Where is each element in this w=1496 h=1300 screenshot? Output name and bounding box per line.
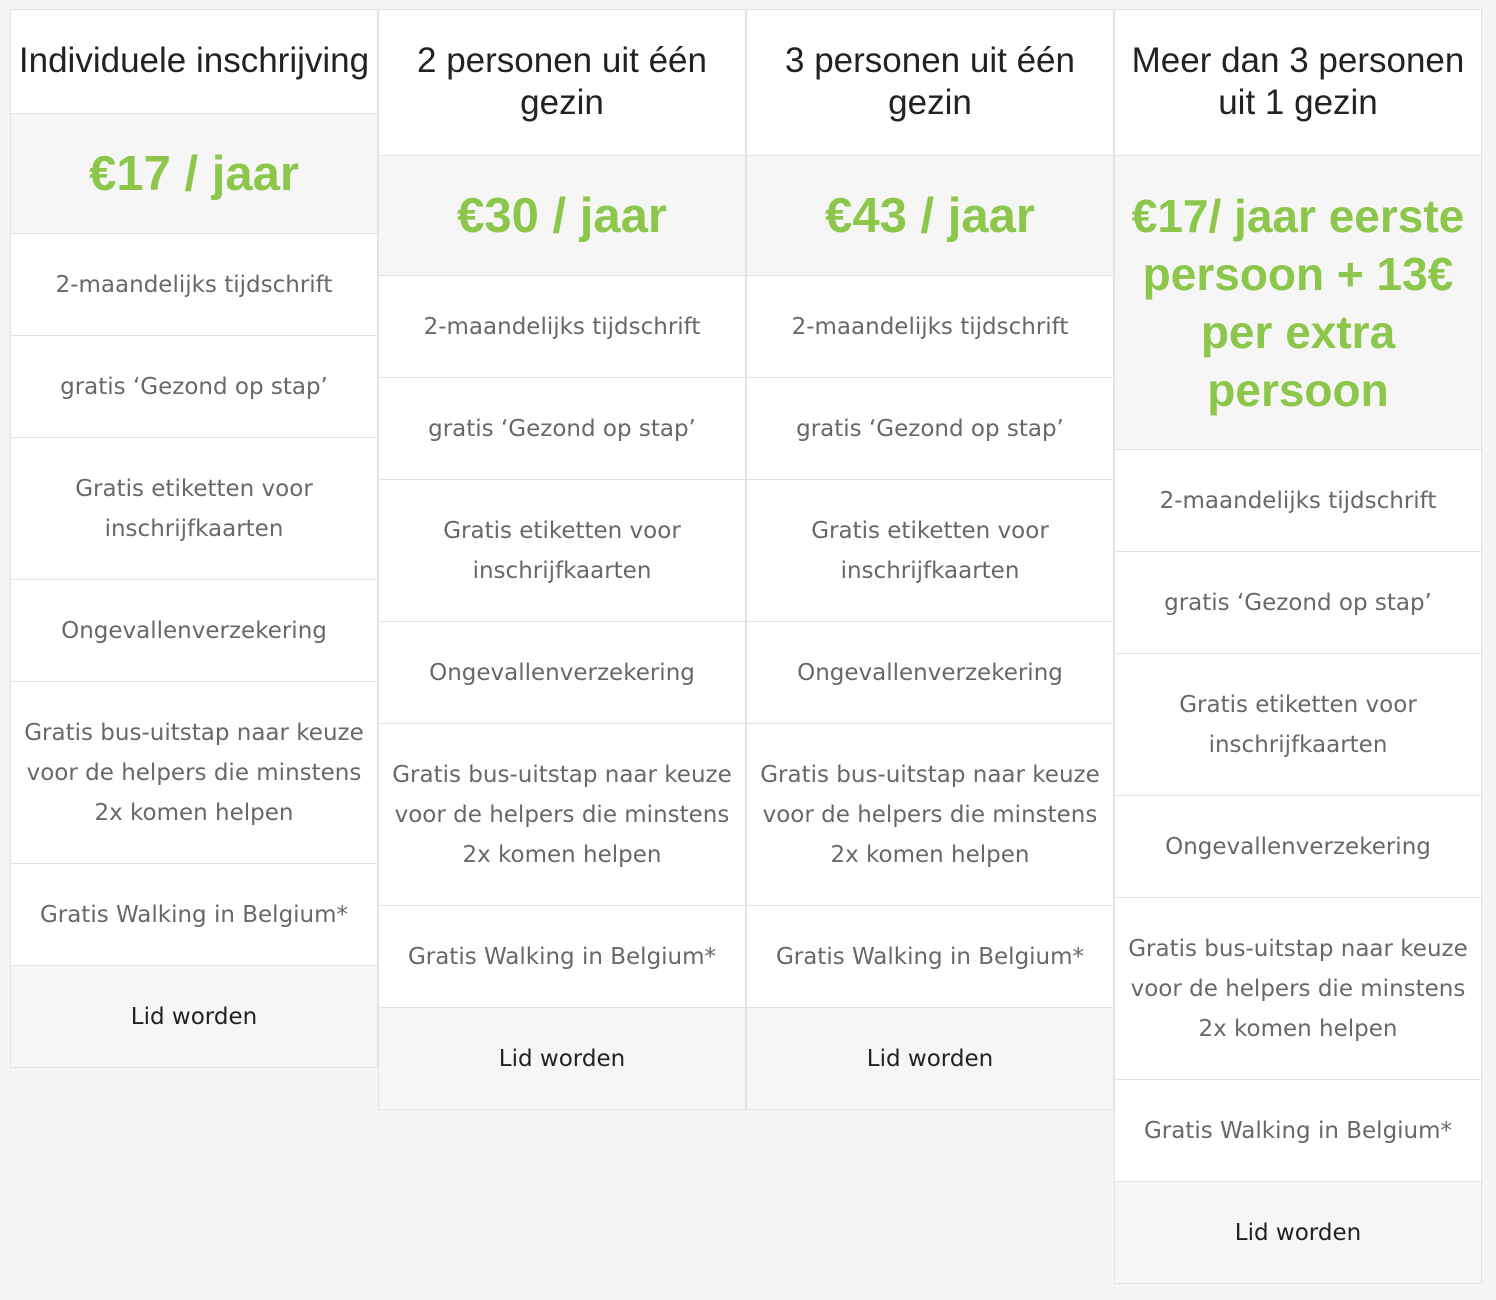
feature-gezond-op-stap: gratis ‘Gezond op stap’	[747, 378, 1113, 480]
pricing-column-two-persons	[378, 9, 746, 1110]
feature-gezond-op-stap: gratis ‘Gezond op stap’	[11, 336, 377, 438]
pricing-column-more-than-three	[1114, 9, 1482, 1284]
plan-title: 3 personen uit één gezin	[747, 10, 1113, 156]
feature-walking-in-belgium: Gratis Walking in Belgium*	[747, 906, 1113, 1008]
feature-labels: Gratis etiketten voor inschrijfkaarten	[747, 480, 1113, 622]
feature-magazine: 2-maandelijks tijdschrift	[11, 234, 377, 336]
plan-title: Individuele inschrijving	[11, 10, 377, 114]
feature-magazine: 2-maandelijks tijdschrift	[1115, 450, 1481, 552]
feature-bus-trip: Gratis bus-uitstap naar keuze voor de helpers die minstens 2x komen helpen	[747, 724, 1113, 906]
feature-labels: Gratis etiketten voor inschrijfkaarten	[379, 480, 745, 622]
feature-gezond-op-stap: gratis ‘Gezond op stap’	[379, 378, 745, 480]
feature-insurance: Ongevallenverzekering	[11, 580, 377, 682]
plan-price: €17/ jaar eerste persoon + 13€ per extra persoon	[1115, 156, 1481, 450]
feature-walking-in-belgium: Gratis Walking in Belgium*	[11, 864, 377, 966]
feature-magazine: 2-maandelijks tijdschrift	[379, 276, 745, 378]
pricing-column-individual	[10, 9, 378, 1068]
plan-price: €30 / jaar	[379, 156, 745, 276]
feature-bus-trip: Gratis bus-uitstap naar keuze voor de helpers die minstens 2x komen helpen	[1115, 898, 1481, 1080]
plan-price: €43 / jaar	[747, 156, 1113, 276]
feature-insurance: Ongevallenverzekering	[379, 622, 745, 724]
join-button[interactable]: Lid worden	[1115, 1182, 1481, 1283]
feature-walking-in-belgium: Gratis Walking in Belgium*	[1115, 1080, 1481, 1182]
feature-magazine: 2-maandelijks tijdschrift	[747, 276, 1113, 378]
feature-bus-trip: Gratis bus-uitstap naar keuze voor de helpers die minstens 2x komen helpen	[379, 724, 745, 906]
join-button[interactable]: Lid worden	[11, 966, 377, 1067]
feature-bus-trip: Gratis bus-uitstap naar keuze voor de helpers die minstens 2x komen helpen	[11, 682, 377, 864]
feature-labels: Gratis etiketten voor inschrijfkaarten	[11, 438, 377, 580]
plan-title: 2 personen uit één gezin	[379, 10, 745, 156]
join-button[interactable]: Lid worden	[379, 1008, 745, 1109]
feature-walking-in-belgium: Gratis Walking in Belgium*	[379, 906, 745, 1008]
plan-title: Meer dan 3 personen uit 1 gezin	[1115, 10, 1481, 156]
pricing-column-three-persons	[746, 9, 1114, 1110]
feature-insurance: Ongevallenverzekering	[747, 622, 1113, 724]
feature-gezond-op-stap: gratis ‘Gezond op stap’	[1115, 552, 1481, 654]
plan-price: €17 / jaar	[11, 114, 377, 234]
feature-insurance: Ongevallenverzekering	[1115, 796, 1481, 898]
join-button[interactable]: Lid worden	[747, 1008, 1113, 1109]
feature-labels: Gratis etiketten voor inschrijfkaarten	[1115, 654, 1481, 796]
